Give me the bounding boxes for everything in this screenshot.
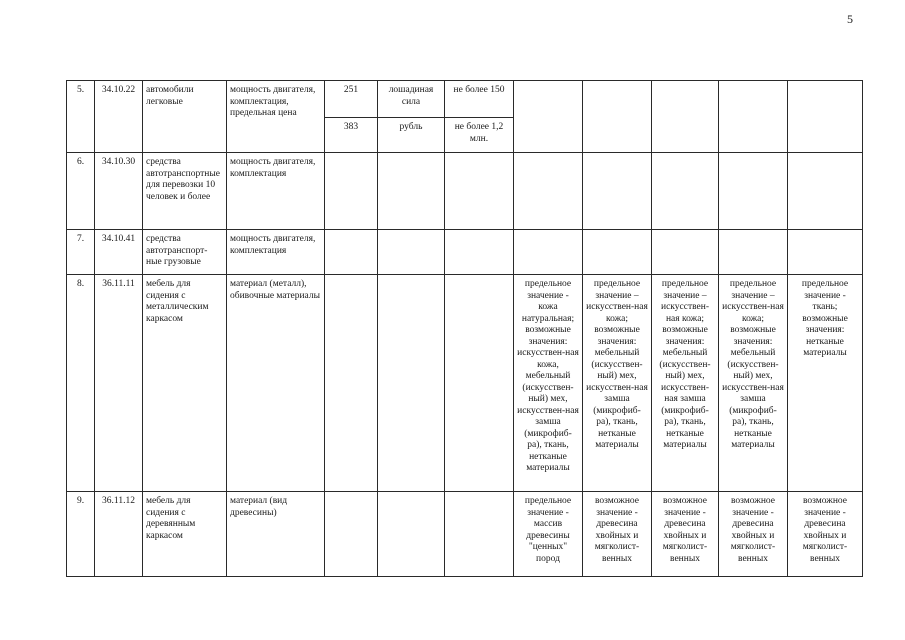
value-cell: не более 150 xyxy=(445,81,514,118)
characteristics: мощность двигателя, комплектация xyxy=(227,153,325,230)
characteristics: мощность двигателя, комплектация xyxy=(227,230,325,275)
okpd-code: 34.10.22 xyxy=(95,81,143,153)
unit-name: лошадиная сила xyxy=(378,81,445,118)
group-value xyxy=(788,230,863,275)
row-number: 9. xyxy=(67,492,95,577)
group-value: предельное значение - кожа натуральная; возможные значения: искусствен-ная кожа, мебельный (искусствен-ный) мех, искусствен-ная замша (микрофиб-ра), ткань, нетканые материалы xyxy=(514,275,583,492)
row-number: 7. xyxy=(67,230,95,275)
table-row xyxy=(67,492,863,577)
table-row xyxy=(67,153,863,230)
value-cell xyxy=(445,153,514,230)
okei-code: 251 xyxy=(325,81,378,118)
group-value: возможное значение - древесина хвойных и мягколист-венных xyxy=(788,492,863,577)
group-value xyxy=(788,81,863,153)
unit-name: рубль xyxy=(378,118,445,153)
okpd-code: 36.11.12 xyxy=(95,492,143,577)
okei-code xyxy=(325,153,378,230)
row-number: 5. xyxy=(67,81,95,153)
group-value xyxy=(514,81,583,153)
value-cell xyxy=(445,492,514,577)
group-value: предельное значение - ткань; возможные значения: нетканые материалы xyxy=(788,275,863,492)
row-number: 6. xyxy=(67,153,95,230)
unit-name xyxy=(378,230,445,275)
group-value xyxy=(719,230,788,275)
group-value: возможное значение - древесина хвойных и мягколист-венных xyxy=(652,492,719,577)
okei-code xyxy=(325,492,378,577)
value-cell: не более 1,2 млн. xyxy=(445,118,514,153)
group-value xyxy=(514,230,583,275)
product-name: средства автотранспортные для перевозки 10 человек и более xyxy=(143,153,227,230)
group-value: возможное значение - древесина хвойных и мягколист-венных xyxy=(719,492,788,577)
table-row xyxy=(67,81,863,118)
page-number: 5 xyxy=(847,12,853,26)
group-value xyxy=(514,153,583,230)
group-value xyxy=(583,230,652,275)
table-row xyxy=(67,275,863,492)
okpd-code: 34.10.41 xyxy=(95,230,143,275)
group-value xyxy=(583,81,652,153)
product-name: мебель для сидения с деревянным каркасом xyxy=(143,492,227,577)
characteristics: материал (металл), обивочные материалы xyxy=(227,275,325,492)
group-value: возможное значение - древесина хвойных и мягколист-венных xyxy=(583,492,652,577)
okpd-code: 36.11.11 xyxy=(95,275,143,492)
group-value xyxy=(652,81,719,153)
group-value xyxy=(719,81,788,153)
group-value: предельное значение – искусствен-ная кожа; возможные значения: мебельный (искусствен-ный) мех, искусствен-ная замша (микрофиб-ра), ткань, нетканые материалы xyxy=(719,275,788,492)
product-name: средства автотранспорт-ные грузовые xyxy=(143,230,227,275)
product-name: автомобили легковые xyxy=(143,81,227,153)
okpd-code: 34.10.30 xyxy=(95,153,143,230)
value-cell xyxy=(445,275,514,492)
okei-code: 383 xyxy=(325,118,378,153)
unit-name xyxy=(378,275,445,492)
value-cell xyxy=(445,230,514,275)
requirements-table xyxy=(66,80,863,577)
group-value xyxy=(652,153,719,230)
group-value xyxy=(719,153,788,230)
product-name: мебель для сидения с металлическим каркасом xyxy=(143,275,227,492)
characteristics: материал (вид древесины) xyxy=(227,492,325,577)
group-value xyxy=(788,153,863,230)
group-value xyxy=(583,153,652,230)
table-row xyxy=(67,230,863,275)
unit-name xyxy=(378,153,445,230)
okei-code xyxy=(325,230,378,275)
group-value xyxy=(652,230,719,275)
group-value: предельное значение – искусствен-ная кожа; возможные значения: мебельный (искусствен-ный) мех, искусствен-ная замша (микрофиб-ра), ткань, нетканые материалы xyxy=(583,275,652,492)
unit-name xyxy=(378,492,445,577)
group-value: предельное значение – искусствен-ная кожа; возможные значения: мебельный (искусствен-ный) мех, искусствен-ная замша (микрофиб-ра), ткань, нетканые материалы xyxy=(652,275,719,492)
okei-code xyxy=(325,275,378,492)
characteristics: мощность двигателя, комплектация, предельная цена xyxy=(227,81,325,153)
row-number: 8. xyxy=(67,275,95,492)
group-value: предельное значение - массив древесины "ценных" пород xyxy=(514,492,583,577)
